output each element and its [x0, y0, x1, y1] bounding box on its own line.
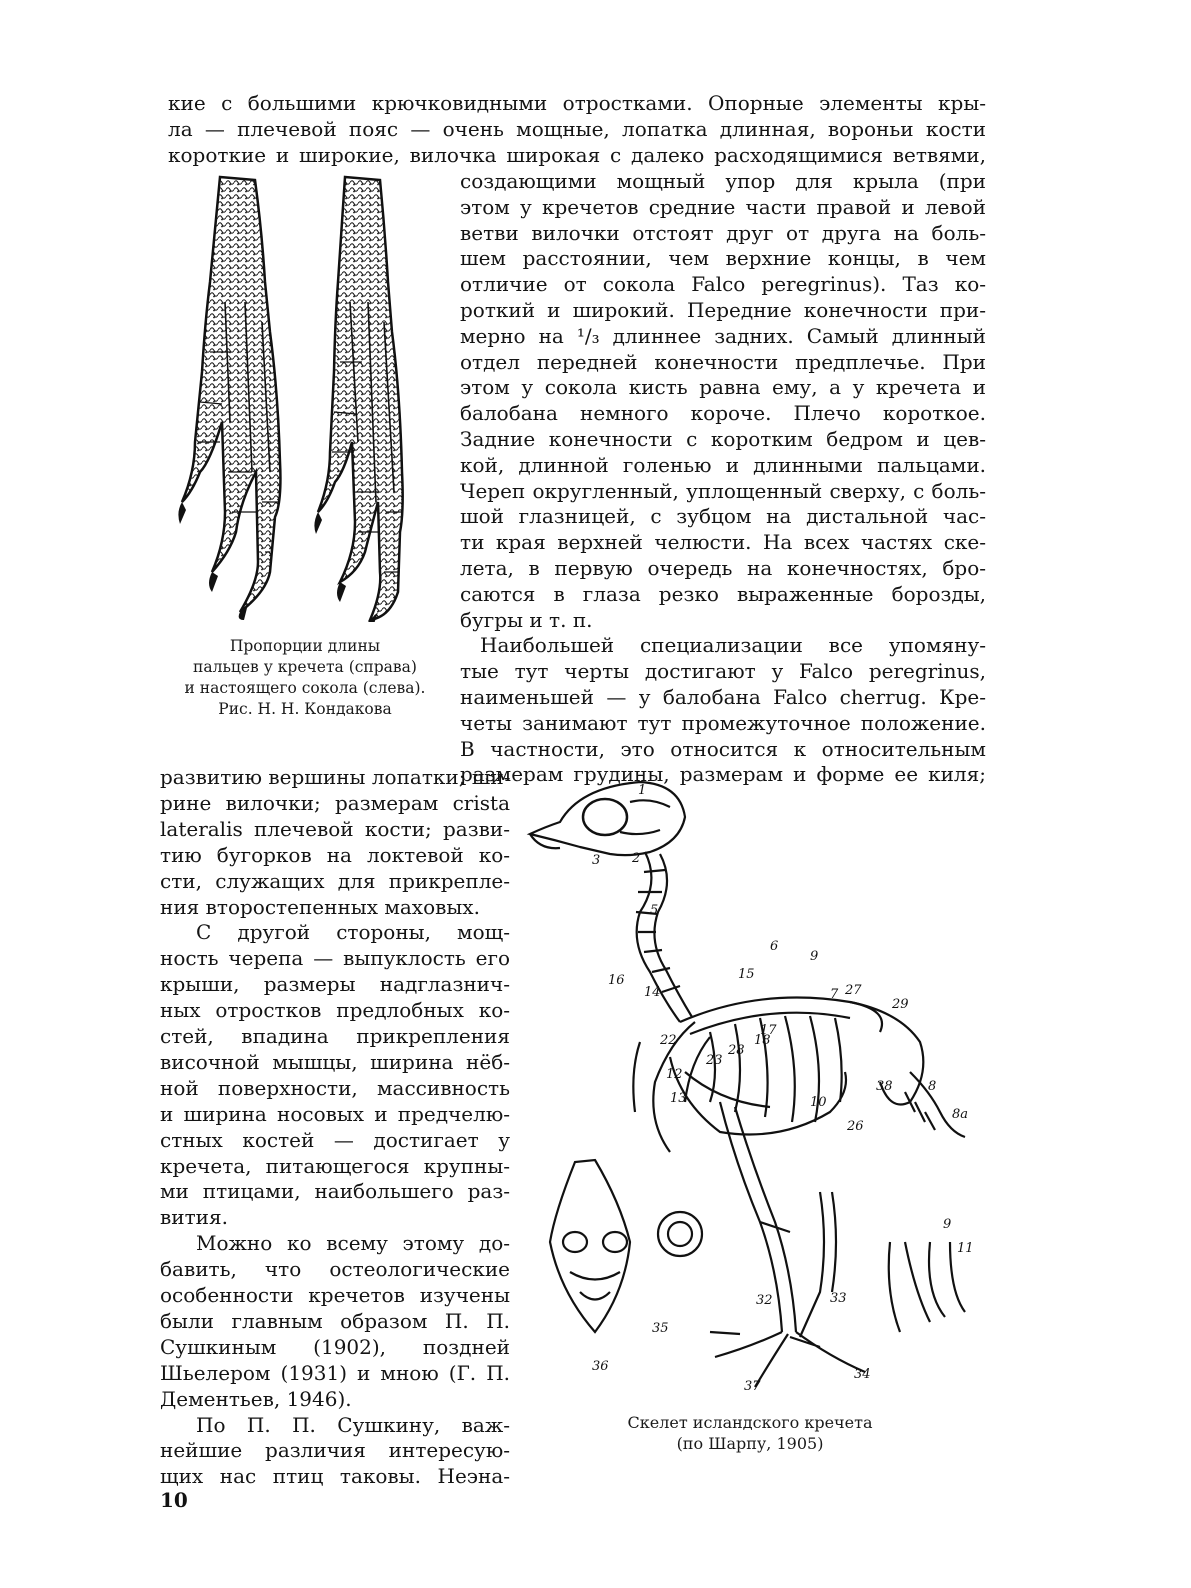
label-37: 37 — [744, 1379, 761, 1394]
left-line-2: рине вилочки; размерам crista — [160, 790, 510, 815]
skeleton-caption-line-1: Скелет исландского кречета — [627, 1413, 873, 1432]
label-36: 36 — [592, 1359, 609, 1374]
feet-caption-line-2: пальцев у кречета (справа) — [193, 658, 417, 676]
label-1: 1 — [638, 783, 647, 798]
label-22: 22 — [660, 1033, 677, 1048]
label-32: 32 — [756, 1293, 773, 1308]
label-9b: 9 — [943, 1217, 952, 1232]
right-line-12: кой, длинной голенью и длинными пальцами. — [460, 452, 986, 477]
label-26: 26 — [847, 1119, 864, 1134]
feet-caption-line-4: Рис. Н. Н. Кондакова — [218, 700, 392, 718]
label-38: 38 — [876, 1079, 893, 1094]
right-line-16: лета, в первую очередь на конечностях, бро- — [460, 556, 986, 580]
left-line-19: Можно ко всему этому до- — [196, 1231, 510, 1256]
left-line-16: кречета, питающегося крупны- — [160, 1153, 510, 1178]
label-6: 6 — [770, 939, 779, 954]
right-line-8: отдел передней конечности предплечье. При — [460, 349, 986, 374]
right-line-2: этом у кречетов средние части правой и левой — [460, 194, 986, 219]
left-line-20: бавить, что остеологические — [160, 1257, 510, 1282]
right-line-15: ти края верхней челюсти. На всех частях ске- — [460, 530, 986, 555]
label-2: 2 — [632, 851, 641, 866]
right-line-22: четы занимают тут промежуточное положение. — [460, 710, 986, 735]
label-3: 3 — [592, 853, 601, 868]
right-line-11: Задние конечности с коротким бедром и цев- — [460, 427, 986, 451]
label-14: 14 — [644, 985, 661, 1000]
label-8a: 8a — [952, 1107, 969, 1122]
top-line-3: короткие и широкие, вилочка широкая с далеко расходящимися ветвями, — [168, 143, 986, 167]
left-line-13: ной поверхности, массивность — [160, 1075, 510, 1100]
left-line-10: ных отростков предлобных ко- — [160, 998, 510, 1023]
right-line-23: В частности, это относится к относительным — [460, 736, 986, 761]
label-9: 9 — [810, 949, 819, 964]
skeleton-figure-caption — [600, 1412, 900, 1454]
label-29: 29 — [892, 997, 909, 1012]
skeleton-drawing — [530, 782, 965, 1387]
top-line-1: кие с большими крючковидными отростками. Опорные элементы кры- — [168, 91, 986, 115]
right-line-24: размерам грудины, размерам и форме ее киля; — [460, 762, 986, 787]
page-number: 10 — [160, 1488, 188, 1512]
right-line-19: Наибольшей специализации все упомяну- — [480, 633, 986, 658]
falcon-foot — [178, 177, 280, 620]
left-line-6: ния второстепенных маховых. — [160, 894, 480, 919]
feet-figure-caption — [160, 636, 450, 720]
left-line-8: ность черепа — выпуклость его — [160, 946, 510, 971]
raptor-feet-illustration — [170, 172, 445, 622]
left-line-9: крыши, размеры надглазнич- — [160, 972, 510, 997]
right-line-13: Череп округленный, уплощенный сверху, с боль- — [460, 478, 986, 503]
label-34: 34 — [854, 1367, 871, 1382]
top-line-2: ла — плечевой пояс — очень мощные, лопатка длинная, вороньи кости — [168, 117, 986, 141]
label-17: 17 — [760, 1023, 777, 1038]
left-line-12: височной мышцы, ширина нёб- — [160, 1049, 510, 1074]
label-16: 16 — [608, 973, 625, 988]
label-35: 35 — [652, 1321, 669, 1336]
right-line-3: ветви вилочки отстоят друг от друга на боль- — [460, 220, 986, 245]
left-line-3: lateralis плечевой кости; разви- — [160, 816, 510, 841]
left-line-21: особенности кречетов изучены — [160, 1283, 510, 1307]
left-line-28: щих нас птиц таковы. Неэна- — [160, 1464, 510, 1489]
label-27: 27 — [845, 983, 862, 998]
left-line-15: стных костей — достигает у — [160, 1127, 510, 1152]
right-line-5: отличие от сокола Falco peregrinus). Таз ко- — [460, 272, 986, 297]
left-line-14: и ширина носовых и предчелю- — [160, 1101, 510, 1126]
left-line-11: стей, впадина прикрепления — [160, 1024, 510, 1048]
left-line-27: нейшие различия интересую- — [160, 1438, 510, 1463]
left-line-24: Шьелером (1931) и мною (Г. П. — [160, 1360, 510, 1385]
left-line-4: тию бугорков на локтевой ко- — [160, 842, 510, 867]
label-8: 8 — [928, 1079, 937, 1094]
right-line-14: шой глазницей, с зубцом на дистальной час- — [460, 504, 986, 529]
label-13: 13 — [670, 1091, 687, 1106]
right-line-10: балобана немного короче. Плечо короткое. — [460, 401, 986, 426]
label-12: 12 — [666, 1067, 683, 1082]
right-line-7: мерно на ¹/₃ длиннее задних. Самый длинный — [460, 323, 986, 348]
gyrfalcon-skeleton-illustration — [520, 772, 990, 1412]
left-line-26: По П. П. Сушкину, важ- — [196, 1412, 510, 1437]
skeleton-caption-line-2: (по Шарпу, 1905) — [676, 1434, 824, 1453]
feet-caption-line-3: и настоящего сокола (слева). — [184, 679, 426, 697]
label-11: 11 — [957, 1241, 974, 1256]
left-line-25: Дементьев, 1946). — [160, 1386, 352, 1411]
left-line-22: были главным образом П. П. — [160, 1308, 510, 1333]
right-line-17: саются в глаза резко выраженные борозды, — [460, 581, 986, 606]
label-7: 7 — [830, 987, 839, 1002]
right-line-1: создающими мощный упор для крыла (при — [460, 169, 986, 193]
left-line-17: ми птицами, наибольшего раз- — [160, 1179, 510, 1204]
right-line-6: роткий и широкий. Передние конечности при- — [460, 298, 986, 322]
label-5: 5 — [650, 903, 659, 918]
left-line-23: Сушкиным (1902), поздней — [160, 1334, 510, 1359]
label-33: 33 — [830, 1291, 847, 1306]
right-line-9: этом у сокола кисть равна ему, а у кречета и — [460, 375, 986, 400]
left-line-5: сти, служащих для прикрепле- — [160, 868, 510, 893]
label-10: 10 — [810, 1095, 827, 1110]
left-line-7: С другой стороны, мощ- — [196, 920, 510, 945]
right-line-20: тые тут черты достигают у Falco peregrinus, — [460, 659, 986, 684]
right-line-18: бугры и т. п. — [460, 607, 593, 632]
label-23: 23 — [706, 1053, 723, 1068]
feet-caption-line-1: Пропорции длины — [229, 637, 381, 655]
label-18: 18 — [754, 1033, 771, 1048]
left-line-1: развитию вершины лопатки; ши- — [160, 765, 511, 789]
label-28: 28 — [728, 1043, 745, 1058]
right-line-4: шем расстоянии, чем верхние концы, в чем — [460, 246, 986, 271]
right-line-21: наименьшей — у балобана Falco cherrug. Кре- — [460, 685, 986, 709]
gyrfalcon-foot — [314, 177, 402, 622]
left-line-18: вития. — [160, 1205, 228, 1230]
label-15: 15 — [738, 967, 755, 982]
